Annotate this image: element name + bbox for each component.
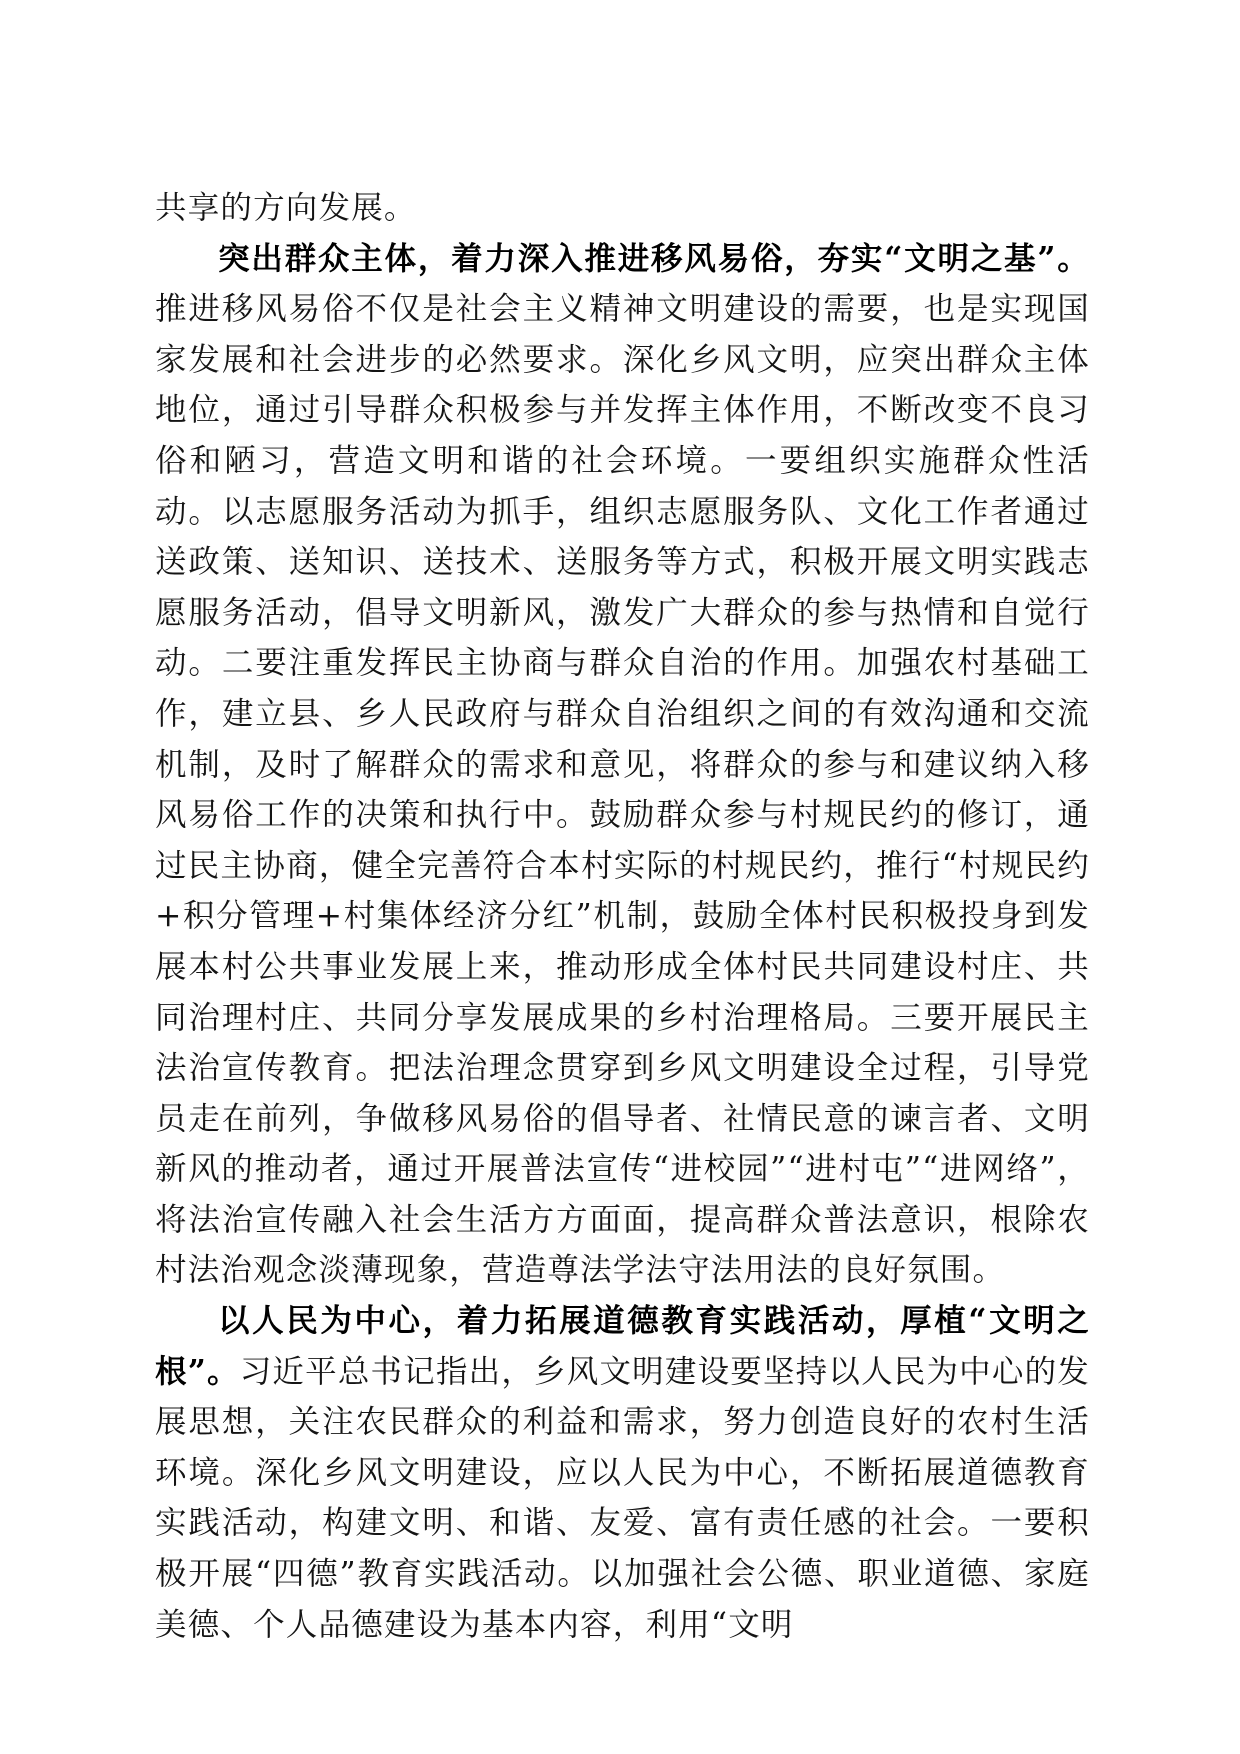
paragraph-mass-customs [155, 234, 1090, 1296]
paragraph-1-body: 共享的方向发展。 [155, 190, 417, 226]
paragraph-people-centered [155, 1296, 1090, 1650]
document-body [155, 183, 1090, 1650]
paragraph-2-body: 推进移风易俗不仅是社会主义精神文明建设的需要，也是实现国家发展和社会进步的必然要求。深化乡风文明，应突出群众主体地位，通过引导群众积极参与并发挥主体作用，不断改变不良习俗和陋习，营造文明和谐的社会环境。一要组织实施群众性活动。以志愿服务活动为抓手，组织志愿服务队、文化工作者通过送政策、送知识、送技术、送服务等方式，积极开展文明实践志愿服务活动，倡导文明新风，激发广大群众的参与热情和自觉行动。二要注重发挥民主协商与群众自治的作用。加强农村基础工作，建立县、乡人民政府与群众自治组织之间的有效沟通和交流机制，及时了解群众的需求和意见，将群众的参与和建议纳入移风易俗工作的决策和执行中。鼓励群众参与村规民约的修订，通过民主协商，健全完善符合本村实际的村规民约，推行“村规民约+积分管理+村集体经济分红”机制，鼓励全体村民积极投身到发展本村公共事业发展上来，推动形成全体村民共同建设村庄、共同治理村庄、共同分享发展成果的乡村治理格局。三要开展民主法治宣传教育。把法治理念贯穿到乡风文明建设全过程，引导党员走在前列，争做移风易俗的倡导者、社情民意的谏言者、文明新风的推动者，通过开展普法宣传“进校园”“进村屯”“进网络”，将法治宣传融入社会生活方方面面，提高群众普法意识，根除农村法治观念淡薄现象，营造尊法学法守法用法的良好氛围。 [155, 291, 1090, 1289]
paragraph-2-heading: 突出群众主体，着力深入推进移风易俗，夯实“文明之基”。 [218, 239, 1090, 277]
paragraph-3-heading: 以人民为中心，着力拓展道德教育实践活动，厚植“文明之根”。 [155, 1302, 1090, 1390]
paragraph-continuation [155, 183, 1090, 234]
paragraph-3-body: 习近平总书记指出，乡风文明建设要坚持以人民为中心的发展思想，关注农民群众的利益和需求，努力创造良好的农村生活环境。深化乡风文明建设，应以人民为中心，不断拓展道德教育实践活动，构建文明、和谐、友爱、富有责任感的社会。一要积极开展“四德”教育实践活动。以加强社会公德、职业道德、家庭美德、个人品德建设为基本内容，利用“文明 [155, 1353, 1090, 1643]
